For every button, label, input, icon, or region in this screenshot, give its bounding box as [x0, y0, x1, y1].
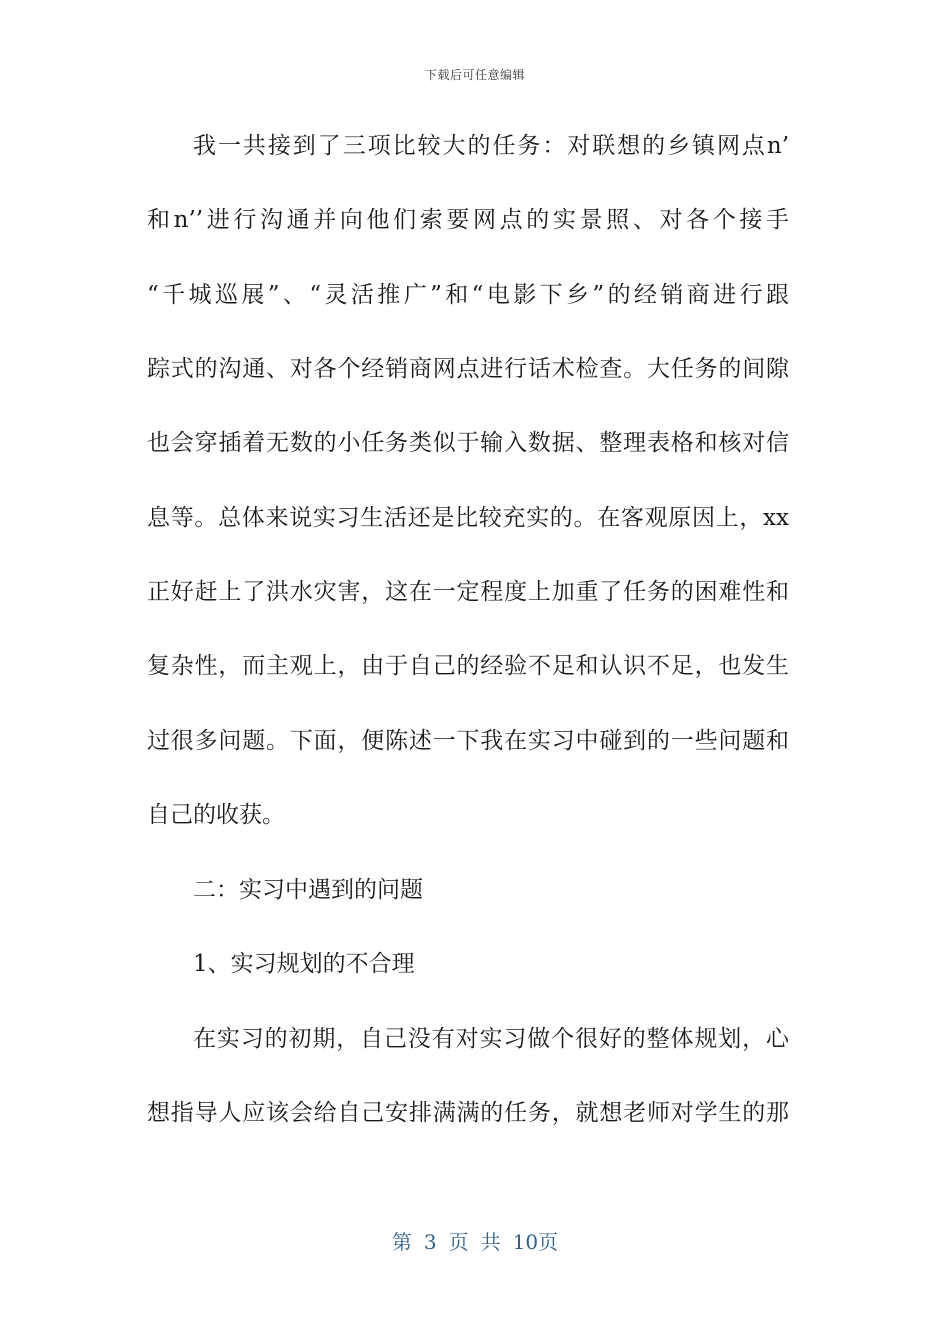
body-line: 也会穿插着无数的小任务类似于输入数据、整理表格和核对信: [147, 430, 789, 456]
total-label: 共: [480, 1230, 501, 1254]
body-line: 复杂性，而主观上，由于自己的经验不足和认识不足，也发生: [147, 653, 789, 679]
body-line: 过很多问题。下面，便陈述一下我在实习中碰到的一些问题和: [147, 728, 789, 754]
header-note: 下载后可任意编辑: [424, 68, 525, 82]
page-label: 第: [391, 1230, 412, 1254]
body-line: “千城巡展”、“灵活推广”和“电影下乡”的经销商进行跟: [147, 282, 789, 308]
page-footer: [0, 1226, 950, 1255]
total-pages: 10页: [512, 1230, 559, 1254]
page-number: 3: [423, 1230, 437, 1254]
body-line: 在实习的初期，自己没有对实习做个很好的整体规划，心: [193, 1026, 789, 1052]
body-line: 踪式的沟通、对各个经销商网点进行话术检查。大任务的间隙: [147, 356, 789, 382]
body-line: 自己的收获。: [147, 802, 285, 828]
body-line: 正好赶上了洪水灾害，这在一定程度上加重了任务的困难性和: [147, 579, 789, 605]
body-line: 想指导人应该会给自己安排满满的任务，就想老师对学生的那: [147, 1100, 789, 1126]
body-line: 息等。总体来说实习生活还是比较充实的。在客观原因上，xx: [147, 505, 789, 531]
section-heading: 二：实习中遇到的问题: [193, 877, 423, 903]
body-line: 和n’’进行沟通并向他们索要网点的实景照、对各个接手: [147, 207, 789, 233]
body-line: 我一共接到了三项比较大的任务：对联想的乡镇网点n’: [193, 133, 789, 159]
subsection-heading: 1、实习规划的不合理: [193, 951, 415, 977]
page-unit: 页: [448, 1230, 469, 1254]
